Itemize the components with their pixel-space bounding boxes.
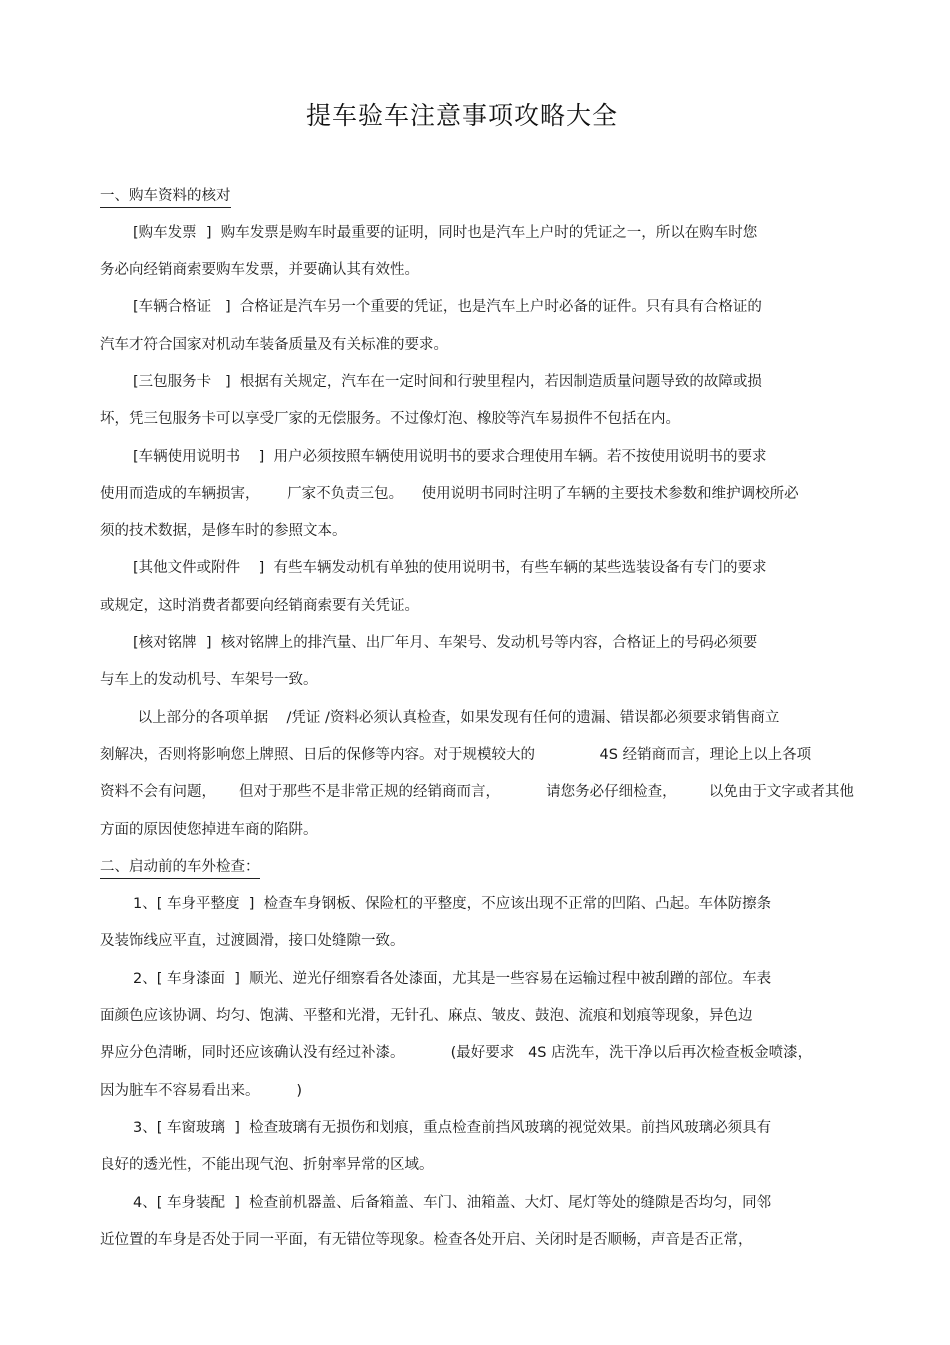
paragraph-line: 使用而造成的车辆损害， 厂家不负责三包。 使用说明书同时注明了车辆的主要技术参数和维护调校所必 [100,486,799,502]
paragraph-line: [其他文件或附件 ] 有些车辆发动机有单独的使用说明书，有些车辆的某些选装设备有专门的要求 [133,560,767,576]
paragraph-line: 近位置的车身是否处于同一平面，有无错位等现象。检查各处开启、关闭时是否顺畅，声音是否正常， [100,1232,753,1248]
paragraph-line: 以上部分的各项单据 /凭证 /资料必须认真检查，如果发现有任何的遗漏、错误都必须要求销售商立 [133,710,780,726]
paragraph-line: 界应分色清晰，同时还应该确认没有经过补漆。 (最好要求 4S 店洗车，洗干净以后再次检查板金喷漆， [100,1045,813,1061]
paragraph-line: [核对铭牌 ] 核对铭牌上的排汽量、出厂年月、车架号、发动机号等内容，合格证上的号码必须要 [133,635,758,651]
paragraph-line: 面颜色应该协调、均匀、饱满、平整和光滑，无针孔、麻点、皱皮、鼓泡、流痕和划痕等现象，异色边 [100,1008,753,1024]
paragraph-line: [三包服务卡 ] 根据有关规定，汽车在一定时间和行驶里程内，若因制造质量问题导致的故障或损 [133,374,762,390]
paragraph-line: 或规定，这时消费者都要向经销商索要有关凭证。 [100,598,419,614]
paragraph-line: 汽车才符合国家对机动车装备质量及有关标准的要求。 [100,337,448,353]
section-heading-1: 一、购车资料的核对 [100,186,231,208]
paragraph-line: 3、[ 车窗玻璃 ] 检查玻璃有无损伤和划痕，重点检查前挡风玻璃的视觉效果。前挡风玻璃必须具有 [133,1120,772,1136]
paragraph-line: 与车上的发动机号、车架号一致。 [100,672,318,688]
paragraph-line: 及装饰线应平直，过渡圆滑，接口处缝隙一致。 [100,933,405,949]
paragraph-line: 刻解决，否则将影响您上牌照、日后的保修等内容。对于规模较大的 4S 经销商而言，理论上以上各项 [100,747,812,763]
paragraph-line: 资料不会有问题， 但对于那些不是非常正规的经销商而言， 请您务必仔细检查， 以免由于文字或者其他 [100,784,854,800]
paragraph-line: 良好的透光性，不能出现气泡、折射率异常的区域。 [100,1157,434,1173]
paragraph-line: 2、[ 车身漆面 ] 顺光、逆光仔细察看各处漆面，尤其是一些容易在运输过程中被刮蹭的部位。车表 [133,971,772,987]
paragraph-line: 须的技术数据，是修车时的参照文本。 [100,523,347,539]
paragraph-line: 坏，凭三包服务卡可以享受厂家的无偿服务。不过像灯泡、橡胶等汽车易损件不包括在内。 [100,411,680,427]
paragraph-line: 1、[ 车身平整度 ] 检查车身钢板、保险杠的平整度，不应该出现不正常的凹陷、凸起。车体防擦条 [133,896,772,912]
document-title: 提车验车注意事项攻略大全 [305,101,618,130]
paragraph-line: [车辆使用说明书 ] 用户必须按照车辆使用说明书的要求合理使用车辆。若不按使用说明书的要求 [133,449,767,465]
paragraph-line: 务必向经销商索要购车发票，并要确认其有效性。 [100,262,419,278]
paragraph-line: 4、[ 车身装配 ] 检查前机器盖、后备箱盖、车门、油箱盖、大灯、尾灯等处的缝隙是否均匀，同邻 [133,1195,772,1211]
paragraph-line: [车辆合格证 ] 合格证是汽车另一个重要的凭证，也是汽车上户时必备的证件。只有具有合格证的 [133,299,762,315]
section-heading-2: 二、启动前的车外检查： [100,857,260,879]
paragraph-line: 因为脏车不容易看出来。 ) [100,1083,303,1099]
paragraph-line: [购车发票 ] 购车发票是购车时最重要的证明，同时也是汽车上户时的凭证之一，所以在购车时您 [133,225,758,241]
paragraph-line: 方面的原因使您掉进车商的陷阱。 [100,822,318,838]
